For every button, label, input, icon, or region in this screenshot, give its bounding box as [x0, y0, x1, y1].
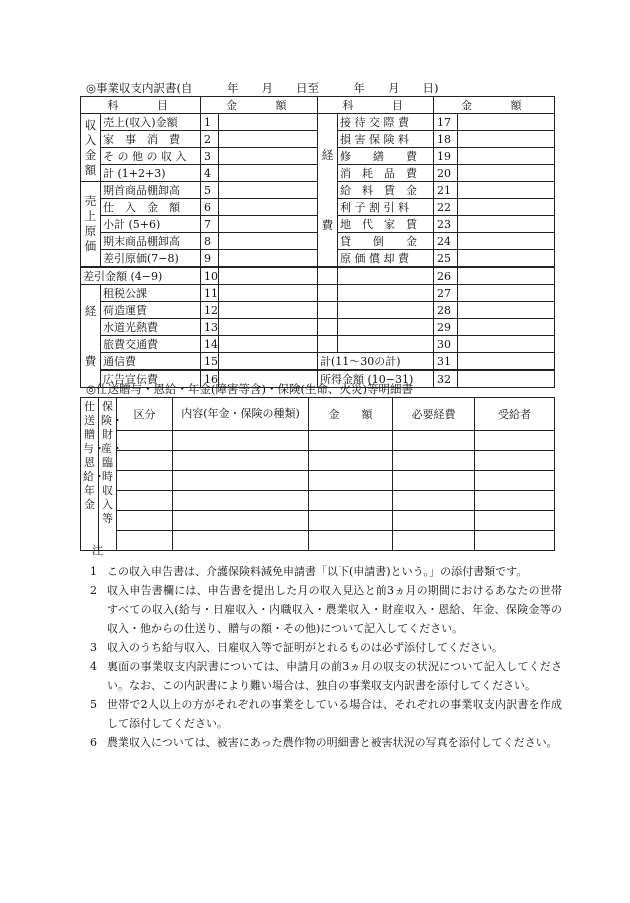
header-jukyusha: 受給者: [475, 398, 555, 431]
left-item-number: 9: [201, 250, 219, 268]
right-item-label: 所得金額 (10−31): [318, 370, 434, 388]
table-header-row: [81, 97, 555, 114]
detail-input-cell[interactable]: [475, 471, 555, 491]
detail-input-cell[interactable]: [309, 511, 393, 531]
detail-input-cell[interactable]: [393, 471, 475, 491]
right-amount-cell[interactable]: [458, 233, 555, 250]
note-text: この収入申告書は、介護保険料減免申請書「以下(申請書)という。」の添付書類です。: [107, 565, 528, 578]
detail-input-cell[interactable]: [173, 451, 309, 471]
left-item-label: 差引金額 (4−9): [81, 267, 201, 285]
detail-input-cell[interactable]: [309, 451, 393, 471]
table-row: [81, 336, 555, 353]
notes-list: [82, 562, 562, 752]
note-number: 5: [90, 698, 97, 711]
table-row: [81, 267, 555, 285]
right-item-number: 18: [434, 131, 458, 148]
table-row: [81, 491, 555, 511]
detail-input-cell[interactable]: [117, 531, 173, 551]
group-label-income: 収入金額: [81, 114, 101, 182]
right-item-label: 損 害 保 険 料: [338, 131, 434, 148]
table-row: [81, 531, 555, 551]
right-item-number: 21: [434, 182, 458, 199]
left-item-number: 3: [201, 148, 219, 165]
detail-input-cell[interactable]: [309, 531, 393, 551]
right-amount-cell[interactable]: [458, 131, 555, 148]
right-item-number: 22: [434, 199, 458, 216]
header-kingaku-right: 金 額: [434, 97, 555, 114]
note-text: 世帯で2人以上の方がそれぞれの事業をしている場合は、それぞれの事業収支内訳書を作成して添付してください。: [107, 698, 562, 730]
note-text: 裏面の事業収支内訳書については、申請月の前3ヵ月の収支の状況について記入してください。なお、この内訳書により難い場合は、独自の事業収支内訳書を添付してください。: [107, 660, 562, 692]
detail-input-cell[interactable]: [309, 491, 393, 511]
right-item-number: 32: [434, 370, 458, 388]
left-amount-cell[interactable]: [219, 216, 318, 233]
detail-input-cell[interactable]: [475, 491, 555, 511]
detail-input-cell[interactable]: [117, 451, 173, 471]
right-item-label: 計(11〜30の計): [318, 353, 434, 371]
note-item: [82, 581, 562, 638]
detail-input-cell[interactable]: [393, 491, 475, 511]
detail-input-cell[interactable]: [117, 431, 173, 451]
notes-heading: 注: [92, 544, 103, 557]
header-kingaku: 金 額: [309, 398, 393, 431]
table-row: [81, 114, 555, 131]
left-item-number: 2: [201, 131, 219, 148]
group-label-cost: 売上原価: [81, 182, 101, 268]
group-label-right-text: 経費: [321, 148, 334, 232]
group-label-expenses: [81, 285, 101, 388]
detail-input-cell[interactable]: [393, 531, 475, 551]
right-amount-cell[interactable]: [458, 114, 555, 131]
note-text: 農業収入については、被害にあった農作物の明細書と被害状況の写真を添付してください。: [107, 736, 558, 749]
table-row: [81, 285, 555, 302]
left-item-label: 期首商品棚卸高: [101, 182, 201, 199]
note-item: [82, 657, 562, 695]
header-naiyo: 内容(年金・保険の種類): [173, 398, 309, 431]
left-item-number: 14: [201, 336, 219, 353]
left-item-number: 4: [201, 165, 219, 182]
left-item-number: 1: [201, 114, 219, 131]
table-row: [81, 319, 555, 336]
right-item-label: 利 子 割 引 料: [338, 199, 434, 216]
table-row: [81, 471, 555, 491]
right-item-number: 23: [434, 216, 458, 233]
right-item-number: 29: [434, 319, 458, 336]
right-item-number: 25: [434, 250, 458, 268]
right-item-label: [338, 319, 434, 336]
table-row: [81, 353, 555, 371]
detail-input-cell[interactable]: [475, 531, 555, 551]
left-item-number: 11: [201, 285, 219, 302]
right-amount-cell[interactable]: [458, 182, 555, 199]
left-item-number: 10: [201, 267, 219, 285]
right-item-label: [338, 302, 434, 319]
left-amount-cell[interactable]: [219, 199, 318, 216]
left-amount-cell[interactable]: [219, 250, 318, 268]
left-item-number: 12: [201, 302, 219, 319]
right-item-label: 消 耗 品 費: [338, 165, 434, 182]
header-kubun: 区分: [117, 398, 173, 431]
right-item-number: 28: [434, 302, 458, 319]
right-item-label: 原 価 償 却 費: [338, 250, 434, 268]
left-item-label: 売上(収入)金額: [101, 114, 201, 131]
left-amount-cell[interactable]: [219, 302, 318, 319]
detail-input-cell[interactable]: [393, 511, 475, 531]
detail-input-cell[interactable]: [117, 471, 173, 491]
right-amount-cell[interactable]: [458, 250, 555, 268]
left-amount-cell[interactable]: [219, 285, 318, 302]
left-item-label: 租税公課: [101, 285, 201, 302]
left-amount-cell[interactable]: [219, 336, 318, 353]
left-item-number: 7: [201, 216, 219, 233]
right-item-label: 給 料 賃 金: [338, 182, 434, 199]
note-item: [82, 695, 562, 733]
right-item-label: 修 繕 費: [338, 148, 434, 165]
left-amount-cell[interactable]: [219, 233, 318, 250]
note-number: 6: [90, 736, 97, 749]
right-amount-cell[interactable]: [458, 285, 555, 302]
side-label-shiokuri: 仕送贈与・恩給・年金: [81, 398, 99, 551]
left-item-label: 広告宣伝費: [101, 370, 201, 388]
right-item-number: 20: [434, 165, 458, 182]
right-amount-cell[interactable]: [458, 165, 555, 182]
right-group-blank: [318, 319, 338, 336]
right-item-number: 19: [434, 148, 458, 165]
left-item-label: 荷造運賃: [101, 302, 201, 319]
right-amount-cell[interactable]: [458, 353, 555, 371]
left-item-label: 期末商品棚卸高: [101, 233, 201, 250]
right-amount-cell[interactable]: [458, 267, 555, 285]
note-item: [82, 562, 562, 581]
section-title-allowances: ◎仕送贈与・恩給・年金(障害等含)・保険(生命、火災)等明細書: [86, 382, 413, 396]
left-item-label: 差引原価(7−8): [101, 250, 201, 268]
right-item-number: 24: [434, 233, 458, 250]
left-item-label: 水道光熱費: [101, 319, 201, 336]
right-item-number: 26: [434, 267, 458, 285]
note-number: 3: [90, 641, 97, 654]
table-row: [81, 451, 555, 471]
right-group-blank: [318, 336, 338, 353]
header-keihi: 必要経費: [393, 398, 475, 431]
detail-input-cell[interactable]: [173, 431, 309, 451]
left-item-label: 通信費: [101, 353, 201, 371]
right-item-label: [338, 285, 434, 302]
right-item-number: 30: [434, 336, 458, 353]
left-amount-cell[interactable]: [219, 165, 318, 182]
left-amount-cell[interactable]: [219, 353, 318, 371]
right-amount-cell[interactable]: [458, 148, 555, 165]
detail-input-cell[interactable]: [117, 511, 173, 531]
left-amount-cell[interactable]: [219, 267, 318, 285]
income-expense-table: [80, 96, 555, 388]
left-item-label: 家 事 消 費: [101, 131, 201, 148]
right-item-number: 27: [434, 285, 458, 302]
left-item-number: 6: [201, 199, 219, 216]
detail-input-cell[interactable]: [173, 531, 309, 551]
detail-input-cell[interactable]: [475, 451, 555, 471]
detail-input-cell[interactable]: [393, 431, 475, 451]
group-label-right-expenses: [318, 114, 338, 268]
left-item-label: そ の 他 の 収 入: [101, 148, 201, 165]
left-item-label: 仕 入 金 額: [101, 199, 201, 216]
left-amount-cell[interactable]: [219, 182, 318, 199]
left-amount-cell[interactable]: [219, 114, 318, 131]
right-amount-cell[interactable]: [458, 199, 555, 216]
table-row: [81, 302, 555, 319]
detail-input-cell[interactable]: [173, 511, 309, 531]
group-label-expenses-text: 経費: [84, 304, 97, 368]
section-title-income-expense: ◎事業収支内訳書(自 年 月 日至 年 月 日): [86, 81, 439, 95]
left-item-number: 15: [201, 353, 219, 371]
detail-input-cell[interactable]: [309, 431, 393, 451]
table-row: [81, 511, 555, 531]
detail-input-cell[interactable]: [117, 491, 173, 511]
left-item-label: 小計 (5+6): [101, 216, 201, 233]
right-group-blank: [318, 267, 338, 285]
right-group-blank: [318, 302, 338, 319]
note-number: 2: [90, 584, 97, 597]
left-item-number: 13: [201, 319, 219, 336]
note-number: 1: [90, 565, 97, 578]
header-kingaku-left: 金 額: [201, 97, 318, 114]
left-item-label: 計 (1+2+3): [101, 165, 201, 182]
right-amount-cell[interactable]: [458, 216, 555, 233]
right-item-label: [338, 267, 434, 285]
right-item-label: [338, 336, 434, 353]
left-item-number: 5: [201, 182, 219, 199]
right-group-blank: [318, 285, 338, 302]
detail-input-cell[interactable]: [173, 471, 309, 491]
table-row: [81, 431, 555, 451]
right-item-label: 地 代 家 賃: [338, 216, 434, 233]
detail-input-cell[interactable]: [309, 471, 393, 491]
right-item-label: 接 待 交 際 費: [338, 114, 434, 131]
detail-input-cell[interactable]: [173, 491, 309, 511]
left-item-number: 8: [201, 233, 219, 250]
header-kamoku-right: 科 目: [318, 97, 434, 114]
left-amount-cell[interactable]: [219, 131, 318, 148]
right-amount-cell[interactable]: [458, 370, 555, 388]
note-text: 収入申告書欄には、申告書を提出した月の収入見込と前3ヵ月の期間におけるあなたの世帯すべての収入(給与・日雇収入・内職収入・農業収入・財産収入・恩給、年金、保険金等の収入・他からの仕送り、贈与の額・その他)について記入してください。: [107, 584, 562, 635]
right-amount-cell[interactable]: [458, 319, 555, 336]
detail-input-cell[interactable]: [393, 451, 475, 471]
note-item: [82, 733, 562, 752]
right-amount-cell[interactable]: [458, 302, 555, 319]
note-item: [82, 638, 562, 657]
right-item-label: 貸 倒 金: [338, 233, 434, 250]
right-item-number: 31: [434, 353, 458, 371]
allowance-detail-table: [80, 397, 555, 551]
left-amount-cell[interactable]: [219, 148, 318, 165]
detail-input-cell[interactable]: [475, 511, 555, 531]
left-item-number: 16: [201, 370, 219, 388]
side-label-hoken: 保険・財産・臨時収入等: [99, 398, 117, 551]
left-amount-cell[interactable]: [219, 319, 318, 336]
right-item-number: 17: [434, 114, 458, 131]
table-header-row: [81, 398, 555, 431]
right-amount-cell[interactable]: [458, 336, 555, 353]
note-number: 4: [90, 660, 97, 673]
detail-input-cell[interactable]: [475, 431, 555, 451]
left-item-label: 旅費交通費: [101, 336, 201, 353]
note-text: 収入のうち給与収入、日雇収入等で証明がとれるものは必ず添付してください。: [107, 641, 503, 654]
header-kamoku-left: 科 目: [81, 97, 201, 114]
